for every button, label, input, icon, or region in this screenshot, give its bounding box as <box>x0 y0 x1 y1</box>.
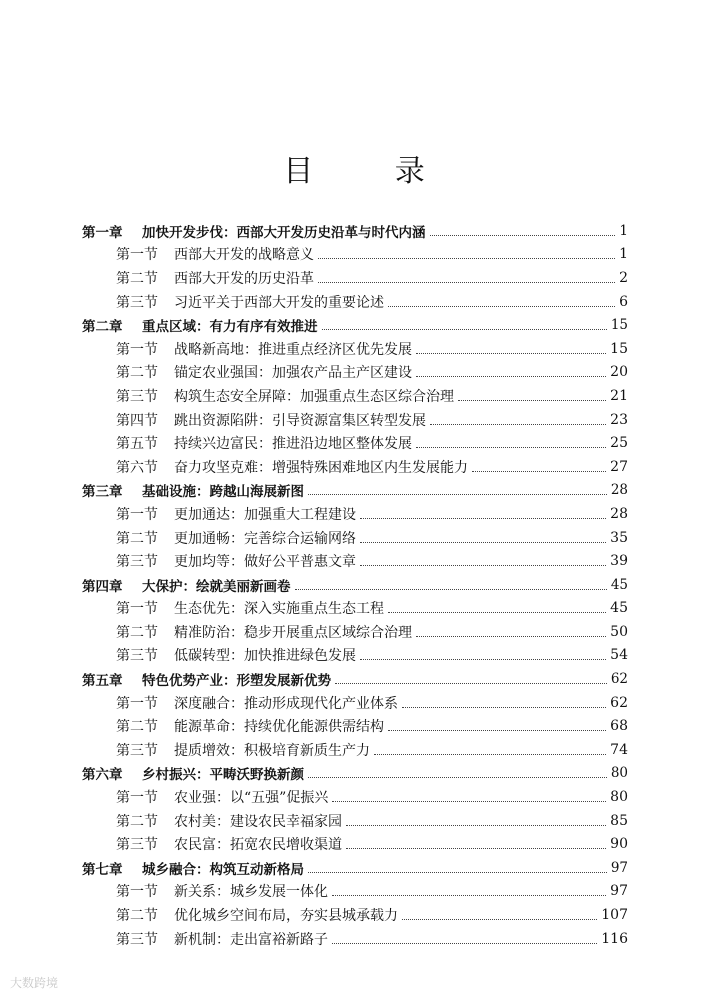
entry-number: 第三节 <box>116 931 158 948</box>
entry-title: 奋力攻坚克难：增强特殊困难地区内生发展能力 <box>174 459 468 476</box>
toc-section-entry[interactable] <box>82 691 628 715</box>
dot-leader <box>472 470 606 472</box>
entry-number: 第四章 <box>82 578 123 595</box>
page-number: 15 <box>610 340 628 357</box>
entry-title: 新关系：城乡发展一体化 <box>174 884 328 901</box>
entry-number: 第二节 <box>116 719 158 736</box>
dot-leader <box>388 611 606 613</box>
entry-number: 第二节 <box>116 530 158 547</box>
entry-title: 西部大开发的战略意义 <box>174 247 314 264</box>
toc-chapter-entry[interactable] <box>82 313 628 337</box>
entry-number: 第一节 <box>116 695 158 712</box>
entry-number: 第二节 <box>116 813 158 830</box>
page-number: 2 <box>619 269 628 286</box>
watermark: 大数跨境 <box>10 976 59 990</box>
entry-number: 第三节 <box>116 554 158 571</box>
dot-leader <box>346 824 606 826</box>
entry-number: 第一节 <box>116 884 158 901</box>
entry-title: 农业强：以“五强”促振兴 <box>174 790 329 807</box>
entry-title: 低碳转型：加快推进绿色发展 <box>174 648 356 665</box>
entry-title: 跳出资源陷阱：引导资源富集区转型发展 <box>174 412 426 429</box>
page-number: 90 <box>610 836 628 853</box>
entry-title: 乡村振兴：平畴沃野换新颜 <box>142 767 304 784</box>
entry-number: 第一节 <box>116 790 158 807</box>
page-number: 62 <box>610 694 628 711</box>
dot-leader <box>308 493 607 495</box>
dot-leader <box>402 918 597 920</box>
entry-number: 第二章 <box>82 319 123 336</box>
entry-title: 优化城乡空间布局，夯实县城承载力 <box>174 908 398 925</box>
toc-section-entry[interactable] <box>82 620 628 644</box>
page-number: 1 <box>619 222 628 239</box>
dot-leader <box>402 706 606 708</box>
entry-title: 农民富：拓宽农民增收渠道 <box>174 837 342 854</box>
toc-section-entry[interactable] <box>82 526 628 550</box>
entry-number: 第三节 <box>116 837 158 854</box>
toc-section-entry[interactable] <box>82 880 628 904</box>
dot-leader <box>346 847 606 849</box>
dot-leader <box>360 564 606 566</box>
page-number: 116 <box>601 930 628 947</box>
dot-leader <box>458 399 606 401</box>
entry-title: 生态优先：深入实施重点生态工程 <box>174 601 384 618</box>
entry-title: 更加通畅：完善综合运输网络 <box>174 530 356 547</box>
entry-number: 第一节 <box>116 506 158 523</box>
entry-title: 城乡融合：构筑互动新格局 <box>142 861 304 878</box>
page-number: 107 <box>601 907 628 924</box>
dot-leader <box>430 234 616 236</box>
toc-section-entry[interactable] <box>82 384 628 408</box>
dot-leader <box>295 588 607 590</box>
page-number: 68 <box>610 718 628 735</box>
page-number: 54 <box>610 647 628 664</box>
entry-number: 第三节 <box>116 388 158 405</box>
dot-leader <box>360 517 606 519</box>
page-title: 目 录 <box>283 154 461 189</box>
toc-section-entry[interactable] <box>82 714 628 738</box>
entry-title: 深度融合：推动形成现代化产业体系 <box>174 695 398 712</box>
page-number: 28 <box>610 482 628 499</box>
page-number: 97 <box>610 883 628 900</box>
page-number: 62 <box>610 671 628 688</box>
dot-leader <box>318 257 615 259</box>
toc-chapter-entry[interactable] <box>82 573 628 597</box>
entry-title: 精准防治：稳步开展重点区域综合治理 <box>174 624 412 641</box>
toc-chapter-entry[interactable] <box>82 479 628 503</box>
entry-number: 第三章 <box>82 484 123 501</box>
toc-section-entry[interactable] <box>82 431 628 455</box>
dot-leader <box>416 352 606 354</box>
toc-section-entry[interactable] <box>82 927 628 951</box>
toc-section-entry[interactable] <box>82 832 628 856</box>
toc-section-entry[interactable] <box>82 502 628 526</box>
dot-leader <box>374 753 606 755</box>
entry-title: 锚定农业强国：加强农产品主产区建设 <box>174 365 412 382</box>
entry-title: 重点区域：有力有序有效推进 <box>142 319 318 336</box>
page-number: 6 <box>619 293 628 310</box>
dot-leader <box>332 800 606 802</box>
toc-section-entry[interactable] <box>82 266 628 290</box>
entry-number: 第三节 <box>116 742 158 759</box>
dot-leader <box>318 281 615 283</box>
toc-section-entry[interactable] <box>82 785 628 809</box>
entry-number: 第四节 <box>116 412 158 429</box>
dot-leader <box>360 658 606 660</box>
page-number: 45 <box>610 600 628 617</box>
entry-title: 构筑生态安全屏障：加强重点生态区综合治理 <box>174 388 454 405</box>
page-number: 1 <box>619 246 628 263</box>
page-number: 85 <box>610 812 628 829</box>
entry-title: 习近平关于西部大开发的重要论述 <box>174 294 384 311</box>
entry-title: 基础设施：跨越山海展新图 <box>142 484 304 501</box>
dot-leader <box>388 729 606 731</box>
dot-leader <box>416 375 606 377</box>
entry-number: 第六节 <box>116 459 158 476</box>
dot-leader <box>308 776 607 778</box>
dot-leader <box>308 871 607 873</box>
entry-title: 加快开发步伐：西部大开发历史沿革与时代内涵 <box>142 224 426 241</box>
entry-title: 更加通达：加强重大工程建设 <box>174 506 356 523</box>
entry-number: 第一节 <box>116 601 158 618</box>
page-number: 80 <box>610 789 628 806</box>
entry-number: 第一章 <box>82 224 123 241</box>
entry-title: 提质增效：积极培育新质生产力 <box>174 742 370 759</box>
page-number: 35 <box>610 529 628 546</box>
entry-number: 第二节 <box>116 908 158 925</box>
toc-section-entry[interactable] <box>82 290 628 314</box>
entry-number: 第六章 <box>82 767 123 784</box>
toc-section-entry[interactable] <box>82 337 628 361</box>
page-number: 25 <box>610 435 628 452</box>
entry-title: 新机制：走出富裕新路子 <box>174 931 328 948</box>
dot-leader <box>322 328 607 330</box>
toc-section-entry[interactable] <box>82 361 628 385</box>
toc-section-entry[interactable] <box>82 549 628 573</box>
table-of-contents <box>82 219 628 950</box>
dot-leader <box>416 446 606 448</box>
page-number: 21 <box>610 387 628 404</box>
entry-number: 第一节 <box>116 341 158 358</box>
entry-title: 持续兴边富民：推进沿边地区整体发展 <box>174 436 412 453</box>
page-number: 20 <box>610 364 628 381</box>
toc-section-entry[interactable] <box>82 408 628 432</box>
page-number: 45 <box>610 576 628 593</box>
dot-leader <box>332 942 597 944</box>
entry-title: 西部大开发的历史沿革 <box>174 270 314 287</box>
page-number: 80 <box>610 765 628 782</box>
toc-chapter-entry[interactable] <box>82 219 628 243</box>
toc-section-entry[interactable] <box>82 809 628 833</box>
toc-chapter-entry[interactable] <box>82 762 628 786</box>
entry-number: 第三节 <box>116 294 158 311</box>
toc-section-entry[interactable] <box>82 644 628 668</box>
page-number: 39 <box>610 553 628 570</box>
entry-title: 更加均等：做好公平普惠文章 <box>174 554 356 571</box>
entry-title: 大保护：绘就美丽新画卷 <box>142 578 291 595</box>
toc-chapter-entry[interactable] <box>82 856 628 880</box>
toc-section-entry[interactable] <box>82 903 628 927</box>
dot-leader <box>332 894 606 896</box>
entry-number: 第三节 <box>116 648 158 665</box>
dot-leader <box>360 541 606 543</box>
toc-section-entry[interactable] <box>82 243 628 267</box>
dot-leader <box>388 305 615 307</box>
entry-number: 第二节 <box>116 624 158 641</box>
toc-section-entry[interactable] <box>82 597 628 621</box>
toc-section-entry[interactable] <box>82 738 628 762</box>
page-number: 74 <box>610 741 628 758</box>
dot-leader <box>416 635 606 637</box>
entry-number: 第一节 <box>116 247 158 264</box>
toc-section-entry[interactable] <box>82 455 628 479</box>
page-number: 23 <box>610 411 628 428</box>
entry-number: 第五节 <box>116 436 158 453</box>
page-number: 27 <box>610 458 628 475</box>
entry-number: 第二节 <box>116 365 158 382</box>
page-number: 15 <box>610 317 628 334</box>
toc-chapter-entry[interactable] <box>82 667 628 691</box>
page-number: 28 <box>610 505 628 522</box>
page-number: 50 <box>610 623 628 640</box>
entry-title: 战略新高地：推进重点经济区优先发展 <box>174 341 412 358</box>
entry-title: 能源革命：持续优化能源供需结构 <box>174 719 384 736</box>
dot-leader <box>430 423 606 425</box>
entry-title: 农村美：建设农民幸福家园 <box>174 813 342 830</box>
entry-number: 第二节 <box>116 270 158 287</box>
page-number: 97 <box>610 859 628 876</box>
entry-title: 特色优势产业：形塑发展新优势 <box>142 673 331 690</box>
dot-leader <box>335 682 607 684</box>
entry-number: 第五章 <box>82 673 123 690</box>
entry-number: 第七章 <box>82 861 123 878</box>
